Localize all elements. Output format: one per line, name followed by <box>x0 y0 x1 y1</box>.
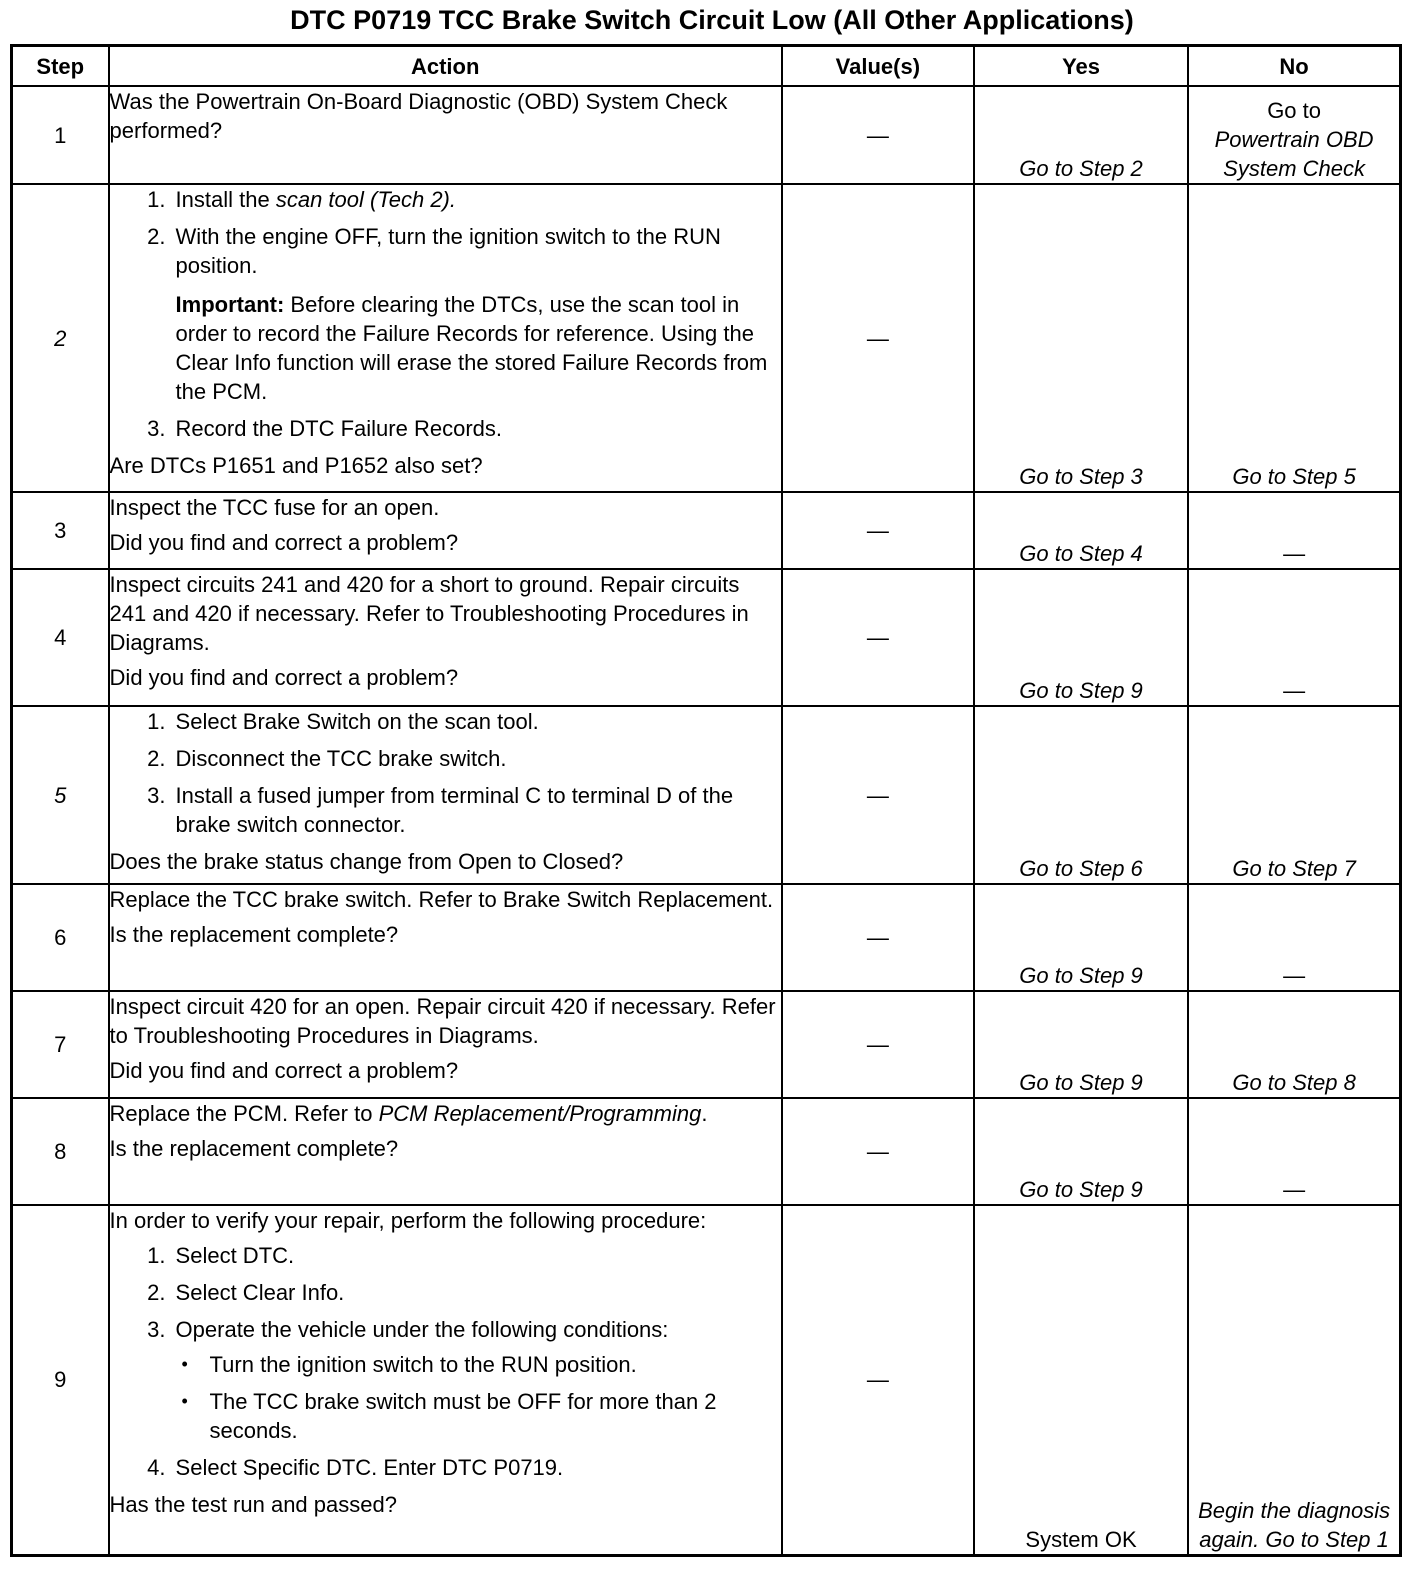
action-cell <box>109 492 782 569</box>
no-cell: — <box>1188 1098 1400 1205</box>
header-action: Action <box>109 46 782 87</box>
action-question: Did you find and correct a problem? <box>109 665 459 690</box>
no-cell: Go to Step 7 <box>1188 706 1400 884</box>
yes-cell: Go to Step 4 <box>974 492 1188 569</box>
table-row <box>12 184 1401 492</box>
action-cell <box>109 569 782 706</box>
condition-item: • The TCC brake switch must be OFF for more than 2 seconds. <box>206 1387 781 1445</box>
action-steps <box>110 1241 781 1482</box>
table-row <box>12 706 1401 884</box>
value-cell: — <box>782 184 974 492</box>
action-question: Is the replacement complete? <box>109 922 399 947</box>
no-cell: Go to Step 8 <box>1188 991 1400 1098</box>
action-text: Inspect the TCC fuse for an open. <box>109 495 440 520</box>
yes-cell: Go to Step 9 <box>974 1098 1188 1205</box>
action-cell <box>109 86 782 184</box>
action-cell <box>109 1098 782 1205</box>
no-cell: Begin the diagnosis again. Go to Step 1 <box>1188 1205 1400 1555</box>
no-cell <box>1188 86 1400 184</box>
action-text: Inspect circuits 241 and 420 for a short to ground. Repair circuits 241 and 420 if necessary. Refer to Troubleshooting Procedures in Diagrams. <box>109 572 749 655</box>
value-cell: — <box>782 569 974 706</box>
no-cell: — <box>1188 884 1400 991</box>
condition-list <box>176 1350 781 1445</box>
table-row <box>12 884 1401 991</box>
important-note: Important: Before clearing the DTCs, use the scan tool in order to record the Failure Records for reference. Using the Clear Info function will erase the stored Failure Records from the PCM. <box>175 292 768 404</box>
action-text: Was the Powertrain On-Board Diagnostic (OBD) System Check performed? <box>109 89 728 143</box>
step-number: 4 <box>12 569 109 706</box>
value-cell: — <box>782 492 974 569</box>
header-no: No <box>1188 46 1400 87</box>
yes-cell: Go to Step 9 <box>974 884 1188 991</box>
header-step: Step <box>12 46 109 87</box>
table-row <box>12 1205 1401 1555</box>
action-text: Replace the TCC brake switch. Refer to Brake Switch Replacement. <box>109 887 774 912</box>
action-cell <box>109 184 782 492</box>
action-step: 4. Select Specific DTC. Enter DTC P0719. <box>172 1453 781 1482</box>
action-question: Has the test run and passed? <box>109 1492 397 1517</box>
page-title: DTC P0719 TCC Brake Switch Circuit Low (All Other Applications) <box>290 5 1134 35</box>
step-number: 9 <box>12 1205 109 1555</box>
action-question: Did you find and correct a problem? <box>109 530 459 555</box>
step-number: 7 <box>12 991 109 1098</box>
action-step: 3. Operate the vehicle under the following conditions: • Turn the ignition switch to the RUN position. • The TCC brake switch must be OFF for more than 2 seconds. <box>172 1315 781 1445</box>
action-step: 2. With the engine OFF, turn the ignition switch to the RUN position. Important: Before clearing the DTCs, use the scan tool in order to record the Failure Records for reference. Using the Clear Info function will erase the stored Failure Records from the PCM. <box>172 222 781 406</box>
action-step: 1. Select DTC. <box>172 1241 781 1270</box>
step-number: 3 <box>12 492 109 569</box>
action-question: Did you find and correct a problem? <box>109 1058 459 1083</box>
action-step: 2. Disconnect the TCC brake switch. <box>172 744 781 773</box>
yes-cell: Go to Step 9 <box>974 991 1188 1098</box>
action-step: 3. Record the DTC Failure Records. <box>172 414 781 443</box>
step-number: 2 <box>12 184 109 492</box>
value-cell: — <box>782 1098 974 1205</box>
action-cell <box>109 706 782 884</box>
action-question: Is the replacement complete? <box>109 1136 399 1161</box>
action-step: 2. Select Clear Info. <box>172 1278 781 1307</box>
action-question: Are DTCs P1651 and P1652 also set? <box>109 453 483 478</box>
value-cell: — <box>782 86 974 184</box>
yes-cell: Go to Step 2 <box>974 86 1188 184</box>
action-steps <box>110 707 781 839</box>
yes-cell: Go to Step 3 <box>974 184 1188 492</box>
yes-cell: System OK <box>974 1205 1188 1555</box>
action-question: Does the brake status change from Open to Closed? <box>109 849 624 874</box>
table-row <box>12 492 1401 569</box>
table-row <box>12 86 1401 184</box>
action-cell <box>109 884 782 991</box>
action-step: 1. Install the scan tool (Tech 2). <box>172 185 781 214</box>
yes-cell: Go to Step 9 <box>974 569 1188 706</box>
no-cell: Go to Step 5 <box>1188 184 1400 492</box>
action-step: 3. Install a fused jumper from terminal C to terminal D of the brake switch connector. <box>172 781 781 839</box>
action-text: In order to verify your repair, perform the following procedure: <box>109 1208 707 1233</box>
yes-cell: Go to Step 6 <box>974 706 1188 884</box>
step-number: 5 <box>12 706 109 884</box>
header-value: Value(s) <box>782 46 974 87</box>
action-text: Inspect circuit 420 for an open. Repair circuit 420 if necessary. Refer to Troubleshooting Procedures in Diagrams. <box>109 994 776 1048</box>
value-cell: — <box>782 706 974 884</box>
header-yes: Yes <box>974 46 1188 87</box>
step-number: 6 <box>12 884 109 991</box>
value-cell: — <box>782 991 974 1098</box>
action-cell <box>109 991 782 1098</box>
table-row <box>12 1098 1401 1205</box>
no-prefix: Go to <box>1267 98 1321 123</box>
value-cell: — <box>782 884 974 991</box>
step-number: 8 <box>12 1098 109 1205</box>
action-steps <box>110 185 781 443</box>
no-cell: — <box>1188 492 1400 569</box>
table-row <box>12 991 1401 1098</box>
no-cell: — <box>1188 569 1400 706</box>
value-cell: — <box>782 1205 974 1555</box>
table-row <box>12 569 1401 706</box>
no-text: Powertrain OBD System Check <box>1214 127 1374 181</box>
diagnostic-table <box>10 44 1402 1557</box>
action-step: 1. Select Brake Switch on the scan tool. <box>172 707 781 736</box>
step-number: 1 <box>12 86 109 184</box>
action-cell <box>109 1205 782 1555</box>
action-text: Replace the PCM. Refer to PCM Replacement/Programming. <box>109 1101 708 1126</box>
condition-item: • Turn the ignition switch to the RUN position. <box>206 1350 781 1379</box>
table-header-row <box>12 46 1401 87</box>
